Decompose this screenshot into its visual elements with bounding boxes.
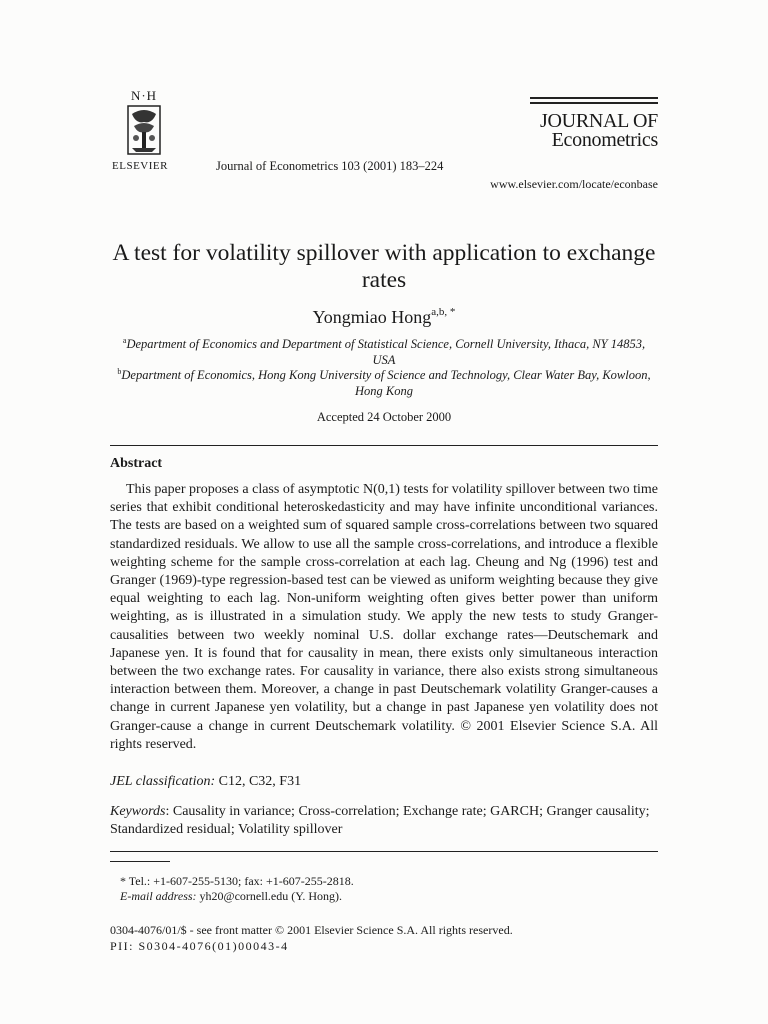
author-marks: a,b, * bbox=[431, 306, 456, 318]
abstract-body: This paper proposes a class of asymptotic N(0,1) tests for volatility spillover between two time series that exhibit conditional heteroskedasticity and may have infinite unconditional variances. The tests are based on a weighted sum of squared sample cross-correlations between two squared standardized residuals. We allow to use all the sample cross-correlations, and introduce a flexible weighting scheme for the sample cross-correlation at each lag. Cheung and Ng (1996) test and Granger (1969)-type regression-based test can be viewed as uniform weighting because they give equal weighting to each lag. Non-uniform weighting often gives better power than uniform weighting, as is illustrated in a simulation study. We apply the new tests to study Granger-causalities between two weekly nominal U.S. dollar exchange rates—Deutschemark and Japanese yen. It is found that for causality in mean, there exists only simultaneous interaction between the two exchange rates. For causality in variance, there also exists strong simultaneous interaction between them. Moreover, a change in past Deutschemark volatility Granger-causes a change in current Japanese yen volatility, but a change in past Japanese yen volatility does not Granger-cause a change in current Deutschemark volatility. © 2001 Elsevier Science S.A. All rights reserved. bbox=[110, 482, 658, 752]
jel-classification bbox=[110, 774, 301, 790]
accepted-date: Accepted 24 October 2000 bbox=[316, 410, 452, 424]
abstract-heading: Abstract bbox=[110, 456, 163, 471]
footnote-email bbox=[120, 889, 342, 904]
keywords-label: Keywords bbox=[110, 804, 166, 819]
jel-label: JEL classification: bbox=[110, 774, 216, 789]
journal-title-line2: Econometrics bbox=[551, 129, 658, 151]
email-label: E-mail address: bbox=[120, 889, 197, 903]
affiliation-b bbox=[110, 364, 658, 399]
footnote-rule bbox=[110, 861, 170, 862]
affiliation-mark: b bbox=[117, 367, 122, 376]
issn-line: 0304-4076/01/$ - see front matter © 2001 Elsevier Science S.A. All rights reserved. bbox=[110, 923, 513, 937]
keywords-value: : Causality in variance; Cross-correlation; Exchange rate; GARCH; Granger causality; Standardized residual; Volatility spillover bbox=[110, 804, 650, 837]
divider bbox=[110, 445, 658, 446]
affiliation-mark: a bbox=[122, 336, 127, 345]
email-value[interactable]: yh20@cornell.edu (Y. Hong). bbox=[196, 889, 343, 903]
pii-line: PII: S0304-4076(01)00043-4 bbox=[110, 939, 289, 953]
affiliation-a bbox=[110, 333, 658, 368]
footnote-contact: * Tel.: +1-607-255-5130; fax: +1-607-255-2818. bbox=[120, 874, 354, 888]
affiliation-text: Department of Economics and Department of Statistical Science, Cornell University, Ithaca, NY 14853, USA bbox=[126, 337, 646, 368]
journal-title-rules bbox=[530, 97, 658, 107]
logo-text: N·H bbox=[130, 88, 158, 103]
affiliation-text: Department of Economics, Hong Kong University of Science and Technology, Clear Water Bay, Kowloon, Hong Kong bbox=[121, 368, 651, 399]
divider bbox=[110, 851, 658, 852]
journal-url[interactable]: www.elsevier.com/locate/econbase bbox=[490, 177, 658, 191]
article-title: A test for volatility spillover with application to exchange rates bbox=[112, 240, 656, 293]
keywords bbox=[110, 803, 658, 839]
elsevier-tree-icon bbox=[122, 104, 166, 158]
jel-value: C12, C32, F31 bbox=[218, 774, 302, 789]
journal-citation: Journal of Econometrics 103 (2001) 183–224 bbox=[216, 159, 444, 173]
publisher-name: ELSEVIER bbox=[112, 160, 168, 172]
journal-title-line1: JOURNAL OF bbox=[540, 110, 658, 132]
author-name: Yongmiao Hong bbox=[312, 307, 432, 327]
article-author bbox=[110, 306, 658, 328]
